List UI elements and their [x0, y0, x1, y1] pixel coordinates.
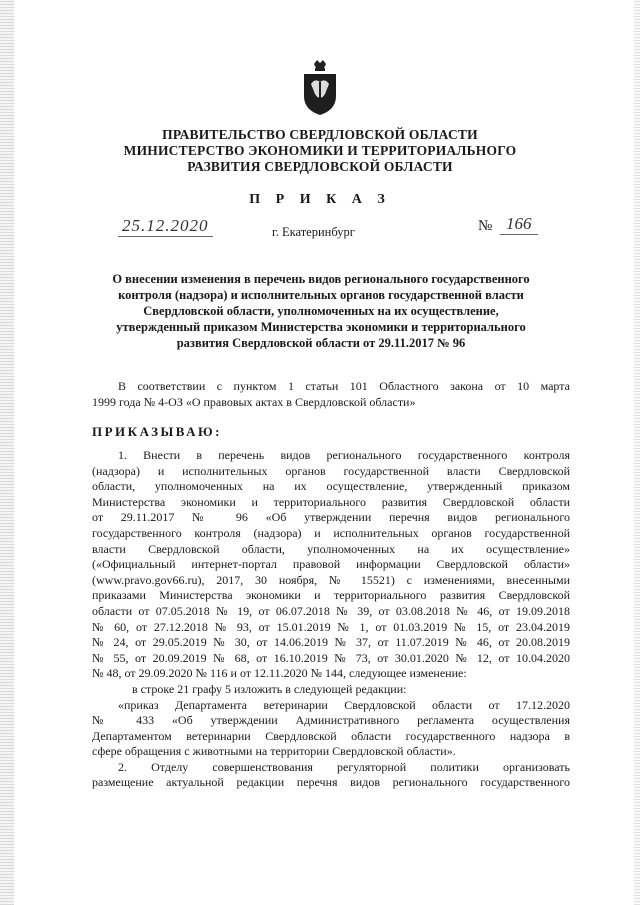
paragraph-line: области, уполномоченных на их осуществление, утвержденный приказом [92, 479, 570, 494]
order-number-sign: № [478, 218, 493, 234]
paragraph-line: (надзора) и исполнительных органов государственной власти Свердловской [92, 463, 570, 478]
intro-line: В соответствии с пунктом 1 статьи 101 Областного закона от 10 марта [118, 379, 570, 393]
quote-line: сфере обращения с животными на территории Свердловской области». [92, 744, 456, 759]
order-date: 25.12.2020 [118, 216, 213, 237]
order-city: г. Екатеринбург [272, 225, 355, 239]
decree-word: ПРИКАЗЫВАЮ: [92, 424, 222, 439]
paragraph-line: № 60, от 27.12.2018 № 93, от 15.01.2019 № 1, от 01.03.2019 № 15, от 23.04.2019 [92, 619, 570, 634]
quote-line: «приказ Департамента ветеринарии Свердловской области от 17.12.2020 [118, 697, 570, 712]
paragraph-line: государственного контроля (надзора) и исполнительных органов государственной [92, 525, 570, 540]
order-number: 166 [500, 214, 538, 235]
intro-line: 1999 года № 4-ОЗ «О правовых актах в Свердловской области» [92, 394, 416, 409]
header-line-2: МИНИСТЕРСТВО ЭКОНОМИКИ И ТЕРРИТОРИАЛЬНОГО [123, 143, 517, 158]
paragraph-line: Министерства экономики и территориального развития Свердловской области [92, 494, 570, 509]
paragraph-line: № 55, от 20.09.2019 № 68, от 16.10.2019 № 73, от 30.01.2020 № 12, от 10.04.2020 [92, 650, 570, 665]
header-line-1: ПРАВИТЕЛЬСТВО СВЕРДЛОВСКОЙ ОБЛАСТИ [162, 127, 478, 142]
paragraph-line: 1. Внести в перечень видов регионального государственного контроля [118, 448, 570, 462]
order-title [60, 271, 582, 351]
title-line: развития Свердловской области от 29.11.2017 № 96 [176, 336, 466, 350]
title-line: Свердловской области, уполномоченных на их осуществление, [143, 304, 499, 318]
order-heading: П Р И К А З [249, 192, 391, 207]
amendment-line: в строке 21 графу 5 изложить в следующей редакции: [132, 681, 407, 696]
paragraph-line: № 48, от 29.09.2020 № 116 и от 12.11.2020 № 144, следующее изменение: [92, 666, 467, 681]
paragraph-line: от 29.11.2017 № 96 «Об утверждении перечня видов регионального [92, 510, 570, 525]
paragraph-line: (www.pravo.gov66.ru), 2017, 30 ноября, № 15521) с изменениями, внесенными [92, 572, 570, 587]
paragraph-line: («Официальный интернет-портал правовой информации Свердловской области» [92, 557, 570, 572]
title-line: контроля (надзора) и исполнительных органов государственной власти [118, 288, 524, 302]
paragraph-line: власти Свердловской области, уполномоченных на их осуществление» [92, 541, 570, 556]
header-line-3: РАЗВИТИЯ СВЕРДЛОВСКОЙ ОБЛАСТИ [187, 159, 453, 174]
intro-paragraph [92, 379, 570, 410]
paragraph-2-line: 2. Отделу совершенствования регуляторной политики организовать [118, 759, 570, 774]
paragraph-line: области от 07.05.2018 № 19, от 06.07.2018 № 39, от 03.08.2018 № 46, от 19.09.2018 [92, 603, 570, 618]
paragraph-line: № 24, от 29.05.2019 № 30, от 14.06.2019 № 37, от 11.07.2019 № 46, от 20.08.2019 [92, 635, 570, 650]
title-line: утвержденный приказом Министерства экономики и территориального [116, 320, 526, 334]
paragraph-2-line: размещение актуальной редакции перечня видов регионального государственного [92, 775, 570, 790]
paragraph-line: приказами Министерства экономики и территориального развития Свердловской [92, 588, 570, 603]
quote-line: Департаментом ветеринарии Свердловской области государственного надзора в [92, 728, 570, 743]
coat-of-arms-icon [300, 58, 340, 116]
paragraph-1 [92, 448, 570, 791]
quote-line: № 433 «Об утверждении Административного регламента осуществления [92, 713, 570, 728]
title-line: О внесении изменения в перечень видов регионального государственного [112, 272, 530, 286]
